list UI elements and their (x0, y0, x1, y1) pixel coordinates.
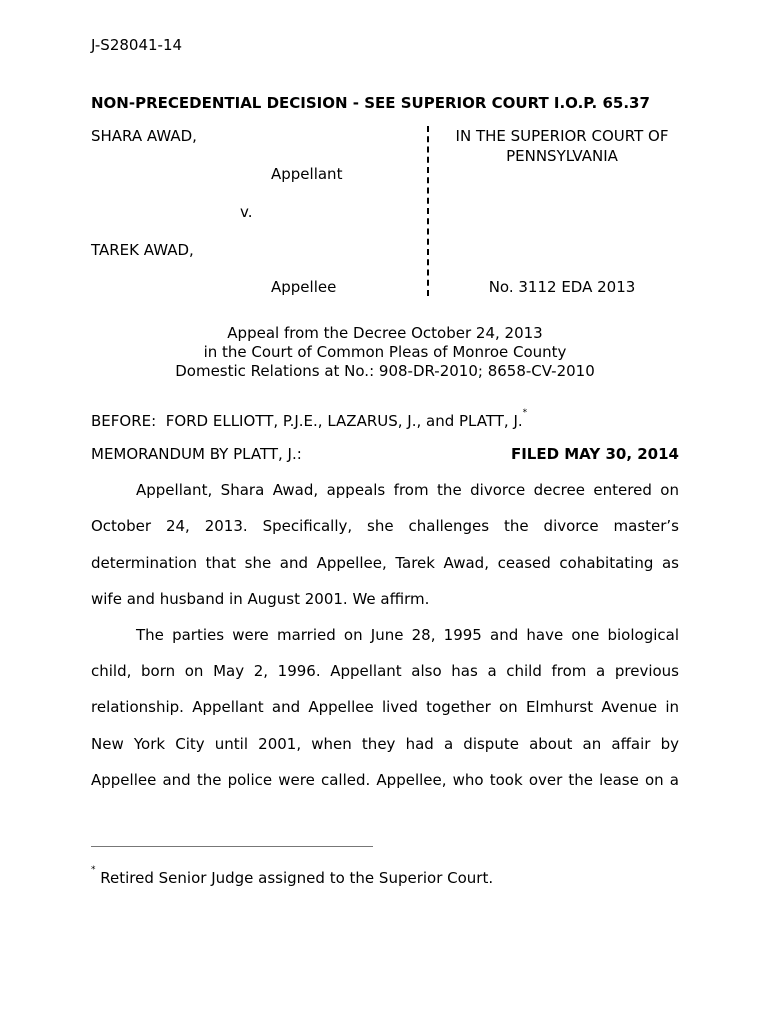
body-line: New York City until 2001, when they had a dispute about an affair by (91, 735, 679, 753)
appellant-role: Appellant (271, 165, 343, 183)
memorandum-author: MEMORANDUM BY PLATT, J.: (91, 445, 302, 463)
appellee-name: TAREK AWAD, (91, 241, 194, 259)
body-line: Appellant, Shara Awad, appeals from the divorce decree entered on (136, 481, 679, 499)
panel-footnote-marker: * (522, 408, 528, 418)
body-line: The parties were married on June 28, 1995 and have one biological (136, 626, 679, 644)
court-name-line1: IN THE SUPERIOR COURT OF (455, 127, 669, 145)
docket-number: J-S28041-14 (91, 36, 183, 54)
body-line: October 24, 2013. Specifically, she challenges the divorce master’s (91, 517, 679, 535)
filed-date: FILED MAY 30, 2014 (510, 445, 679, 463)
case-docket-number: No. 3112 EDA 2013 (488, 278, 636, 296)
body-line: relationship. Appellant and Appellee lived together on Elmhurst Avenue in (91, 698, 679, 716)
body-line: wife and husband in August 2001. We affirm. (91, 590, 430, 608)
footnote (91, 865, 494, 887)
footnote-marker: * (91, 865, 96, 875)
panel-before (91, 408, 528, 430)
caption-divider (427, 126, 429, 296)
appeal-line-2: in the Court of Common Pleas of Monroe County (203, 343, 567, 361)
footnote-text: Retired Senior Judge assigned to the Superior Court. (100, 869, 494, 887)
appeal-line-3: Domestic Relations at No.: 908-DR-2010; 8658-CV-2010 (175, 362, 595, 380)
panel-before-text: BEFORE: FORD ELLIOTT, P.J.E., LAZARUS, J., and PLATT, J. (91, 412, 523, 430)
court-name-line2: PENNSYLVANIA (506, 147, 618, 165)
appellant-name: SHARA AWAD, (91, 127, 197, 145)
appeal-line-1: Appeal from the Decree October 24, 2013 (227, 324, 543, 342)
non-precedential-notice: NON-PRECEDENTIAL DECISION - SEE SUPERIOR COURT I.O.P. 65.37 (91, 94, 650, 112)
appellee-role: Appellee (271, 278, 337, 296)
body-line: determination that she and Appellee, Tarek Awad, ceased cohabitating as (91, 554, 679, 572)
body-line: Appellee and the police were called. Appellee, who took over the lease on a (91, 771, 679, 789)
versus: v. (240, 203, 253, 221)
footnote-rule (91, 846, 373, 847)
body-line: child, born on May 2, 1996. Appellant also has a child from a previous (91, 662, 679, 680)
